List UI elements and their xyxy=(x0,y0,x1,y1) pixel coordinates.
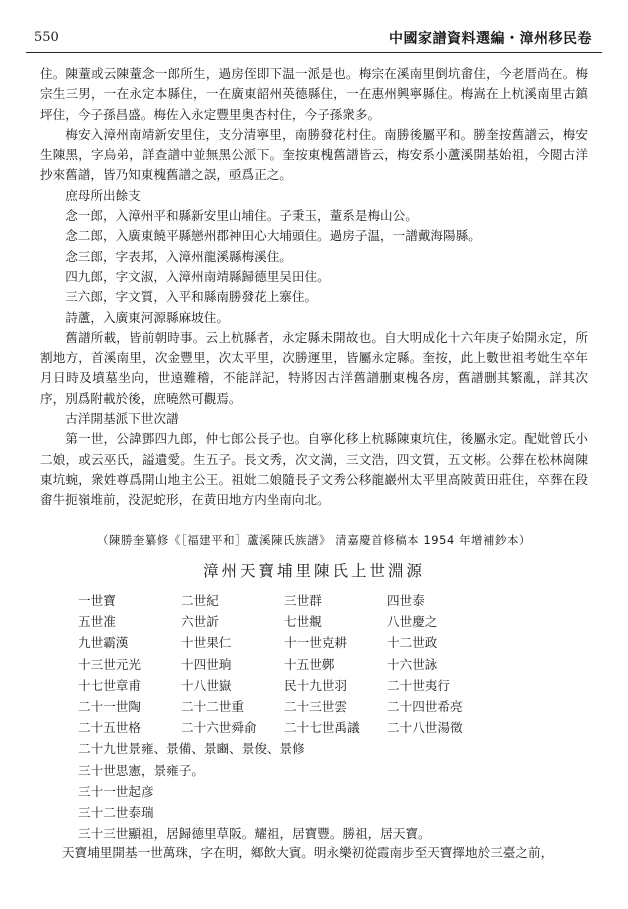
generation-cell: 七世覜 xyxy=(284,614,322,630)
generation-row xyxy=(78,590,598,611)
paragraph: 念二郎，入廣東饒平縣戀州郡神田心大埔頭住。過房子温，一譜戴海陽縣。 xyxy=(65,228,481,244)
generation-cell: 二十四世希亮 xyxy=(387,698,463,714)
header-rule xyxy=(26,52,602,53)
generation-cell: 十二世政 xyxy=(387,635,438,651)
generation-cell: 二十二世重 xyxy=(181,698,244,714)
paragraph: 天寶埔里開基一世萬珠，字在明，鄉飲大賓。明永樂初從霞南步至天寶擇地於三臺之前， xyxy=(62,845,554,860)
generation-cell: 十世果仁 xyxy=(181,635,232,651)
source-caption: （陳勝奎纂修《［福建平和］蘆溪陳氏族譜》 清嘉慶首修稿本 1954 年增補鈔本） xyxy=(96,533,532,547)
generation-cell: 九世霸漢 xyxy=(78,635,129,651)
generation-row xyxy=(78,717,598,738)
generation-table xyxy=(78,590,598,844)
paragraph: 念一郎，入漳州平和縣新安里山埔住。子秉玉，蕫系是梅山公。 xyxy=(65,208,418,224)
paragraph: 第一世，公諱鄧四九郎，仲七郎公長子也。自寧化移上杭縣陳東坑住，後屬永定。配妣曾氏小二娘，或云巫氏，謚遺愛。生五子。長文秀，次文満，三文浩，四文質，五文彬。公葬在松林崗陳東坑蜿，衆姓尊爲開山地主公王。祖妣二娘隨長子文秀公移龍巖州太平里高陂黄田莊住，卒葬在段畬牛扼嶺堆前，没泥蛇形，在黄田地方内坐南向北。 xyxy=(40,431,588,508)
paragraph: 詩蘆，入廣東河源縣麻坡住。 xyxy=(65,309,229,325)
generation-cell: 二十世夷行 xyxy=(387,677,450,693)
generation-line: 三十一世起彦 xyxy=(78,783,154,799)
generation-cell: 十三世元光 xyxy=(78,656,141,672)
subheading: 古洋開基派下世次譜 xyxy=(65,411,179,427)
generation-cell: 一世寶 xyxy=(78,593,116,608)
generation-row xyxy=(78,611,598,632)
generation-cell: 六世訢 xyxy=(181,614,219,630)
closing-text xyxy=(62,843,592,863)
generation-row xyxy=(78,632,598,653)
generation-cell: 十八世嶽 xyxy=(181,677,232,693)
generation-cell: 二十一世陶 xyxy=(78,698,141,714)
page-number: 550 xyxy=(34,30,59,45)
generation-cell: 二十三世雲 xyxy=(284,698,347,714)
generation-cell: 二十五世格 xyxy=(78,720,141,736)
generation-line: 三十世思憲，景雍子。 xyxy=(78,762,204,778)
generation-cell: 民十九世羽 xyxy=(284,677,347,693)
generation-row xyxy=(78,696,598,717)
generation-cell: 二十六世舜俞 xyxy=(181,720,257,736)
paragraph: 住。陳蕫或云陳蕫念一郎所生，過房侄即下温一派是也。梅宗在溪南里倒坑畬住，今老厝尚在。梅宗生三男，一在永定本縣住，一在廣東韶州英德縣住，一在惠州興寧縣住。梅嵩在上杭溪南里古鎮坪住，今子孫昌盛。梅佐入永定豐里奥杏村住，今子孫衆多。 xyxy=(40,66,588,122)
generation-cell: 十五世鄸 xyxy=(284,656,335,672)
running-title: 中國家譜資料選編・漳州移民卷 xyxy=(389,31,592,47)
paragraph: 四九郎，字文淑，入漳州南靖縣歸德里吴田住。 xyxy=(65,268,330,284)
generation-cell: 八世慶之 xyxy=(387,614,438,630)
generation-cell: 十七世章甫 xyxy=(78,677,141,693)
paragraph: 梅安入漳州南靖新安里住，支分清寧里，南勝發花村住。南勝後屬平和。勝奎按舊譜云，梅安生陳黑，字烏弟，詳查譜中並無黑公派下。奎按東槐舊譜皆云，梅安系小蘆溪開基始祖，今閲古洋抄來舊譜，皆乃知東槐舊譜之誤，亟爲正之。 xyxy=(40,126,588,183)
generation-cell: 五世准 xyxy=(78,614,116,630)
generation-line: 三十二世泰瑞 xyxy=(78,804,154,820)
generation-cell: 二十八世湯徵 xyxy=(387,720,463,736)
page-header xyxy=(26,26,602,48)
generation-cell: 四世泰 xyxy=(387,593,425,608)
generation-cell: 十一世克耕 xyxy=(284,635,347,651)
paragraph: 舊譜所載，皆前朝時事。云上杭縣者，永定縣未開故也。自大明成化十六年庚子始開永定，所割地方，首溪南里，次金豐里，次太平里，次勝運里，皆屬永定縣。奎按，此上數世祖考妣生卒年月日時及墳墓坐向，世遠難稽，不能詳記，特將因古洋舊譜删東槐各房，舊譜删其繁亂，詳其次序，別爲附載於後，庶曉然可觀焉。 xyxy=(40,329,588,406)
generation-line: 三十三世顯祖，居歸德里草阪。耀祖，居寶豐。勝祖，居天寶。 xyxy=(78,826,431,842)
subheading: 庶母所出餘支 xyxy=(65,187,141,203)
generation-cell: 三世群 xyxy=(284,593,322,608)
generation-cell: 十四世珦 xyxy=(181,656,232,672)
paragraph: 念三郎，字表邦，入漳州龍溪縣梅溪住。 xyxy=(65,248,292,264)
generation-row xyxy=(78,675,598,696)
generation-cell: 二十七世禹議 xyxy=(284,720,360,736)
paragraph: 三六郎，字文質，入平和縣南勝發花上寨住。 xyxy=(65,289,318,305)
generation-line: 二十九世景雍、景備、景豳、景俊、景修 xyxy=(78,741,305,757)
generation-cell: 十六世詠 xyxy=(387,656,438,672)
generation-cell: 二世紀 xyxy=(181,593,219,608)
main-text xyxy=(40,64,588,511)
generation-row xyxy=(78,654,598,675)
section-title: 漳州天寶埔里陳氏上世淵源 xyxy=(202,562,425,580)
